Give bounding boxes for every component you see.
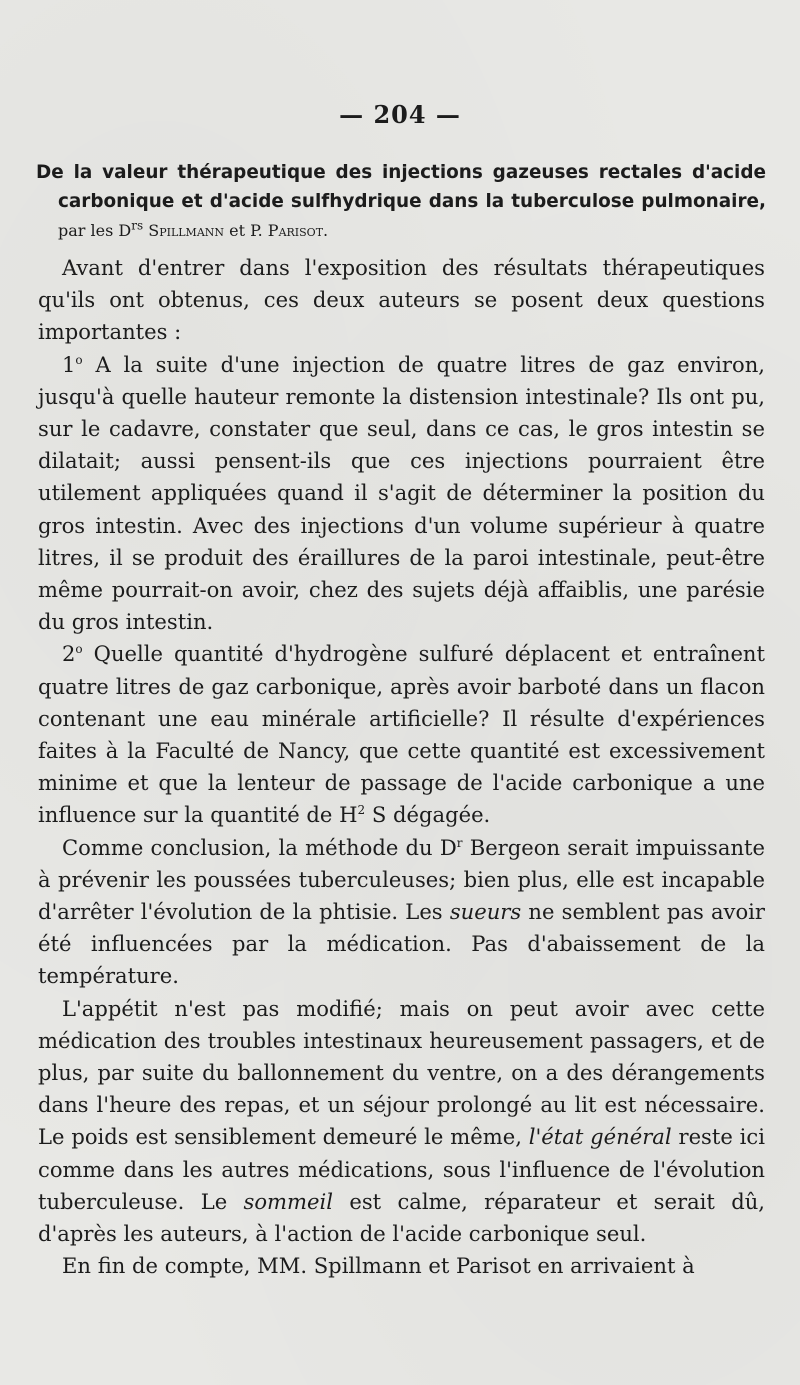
h2s-subscript: 2 (357, 803, 366, 818)
paragraph-intro: Avant d'entrer dans l'exposition des résultats thérapeutiques qu'ils ont obtenus, ces deux auteurs se posent deux questions importantes : (38, 255, 765, 345)
numeral-1-sup: o (75, 352, 83, 367)
question-2-text: Quelle quantité d'hydrogène sulfuré déplacent et entraînent quatre litres de gaz carbonique, après avoir barboté dans un flacon contenant une eau minérale artificielle? Il résulte d'expériences faites à la Faculté de Nancy, que cette quantité est excessivement minime et que la lenteur de passage de l'acide carbonique a une influence sur la quantité de H (38, 641, 765, 828)
paragraph-conclusion (38, 832, 765, 993)
numeral-2-sup: o (75, 642, 83, 657)
article-title: De la valeur thérapeutique des injections gazeuses rectales d'acide carbonique et d'acide sulfhydrique dans la tuberculose pulmonaire, (36, 162, 766, 212)
question-2-end: S dégagée. (365, 802, 491, 828)
conclusion-text-a: Comme conclusion, la méthode du D (62, 834, 457, 860)
appetite-emphasis-1: l'état général (528, 1124, 672, 1150)
conclusion-text-c: ne semblent pas avoir été influencées par la médication. Pas d'abaissement de la température. (38, 899, 766, 989)
paragraph-final: En fin de compte, MM. Spillmann et Parisot en arrivaient à (62, 1253, 695, 1279)
author-spillmann: Spillmann (148, 221, 225, 240)
byline-sup: rs (131, 218, 144, 233)
numeral-1: 1 (62, 351, 76, 377)
page-number: — 204 — (339, 100, 461, 129)
article-byline (58, 218, 329, 240)
numeral-2: 2 (62, 641, 76, 667)
conclusion-text-b: Bergeon serait impuissante à prévenir les poussées tuberculeuses; bien plus, elle est incapable d'arrêter l'évolution de la phtisie. Les (38, 834, 765, 925)
article-body (38, 252, 765, 1283)
byline-prefix: par les D (58, 221, 132, 240)
author-parisot: P. Parisot. (250, 221, 329, 240)
appetite-emphasis-2: sommeil (243, 1188, 334, 1214)
appetite-text-c: est calme, réparateur et serait dû, d'après les auteurs, à l'action de l'acide carbonique seul. (38, 1188, 765, 1247)
conclusion-emphasis: sueurs (449, 899, 522, 925)
article-title-block (36, 158, 766, 245)
paragraph-appetite (38, 993, 765, 1251)
appetite-text-b: reste ici comme dans les autres médications, sous l'influence de l'évolution tuberculeuse. Le (38, 1124, 765, 1214)
question-1-text: A la suite d'une injection de quatre litres de gaz environ, jusqu'à quelle hauteur remonte la distension intestinale? Ils ont pu, sur le cadavre, constater que seul, dans ce cas, le gros intestin se dilatait; aussi pensent-ils que ces injections pourraient être utilement appliquées quand il s'agit de déterminer la position du gros intestin. Avec des injections d'un volume supérieur à quatre litres, il se produit des éraillures de la paroi intestinale, peut-être même pourrait-on avoir, chez des sujets déjà affaiblis, une parésie du gros intestin. (38, 351, 765, 635)
paragraph-question-2 (38, 638, 765, 831)
appetite-text-a: L'appétit n'est pas modifié; mais on peut avoir avec cette médication des troubles intestinaux heureusement passagers, et de plus, par suite du ballonnement du ventre, on a des dérangements dans l'heure des repas, et un séjour prolongé au lit est nécessaire. Le poids est sensiblement demeuré le même, (38, 995, 765, 1150)
byline-and: et (229, 221, 246, 240)
conclusion-sup: r (456, 835, 463, 850)
paragraph-question-1 (38, 349, 765, 639)
